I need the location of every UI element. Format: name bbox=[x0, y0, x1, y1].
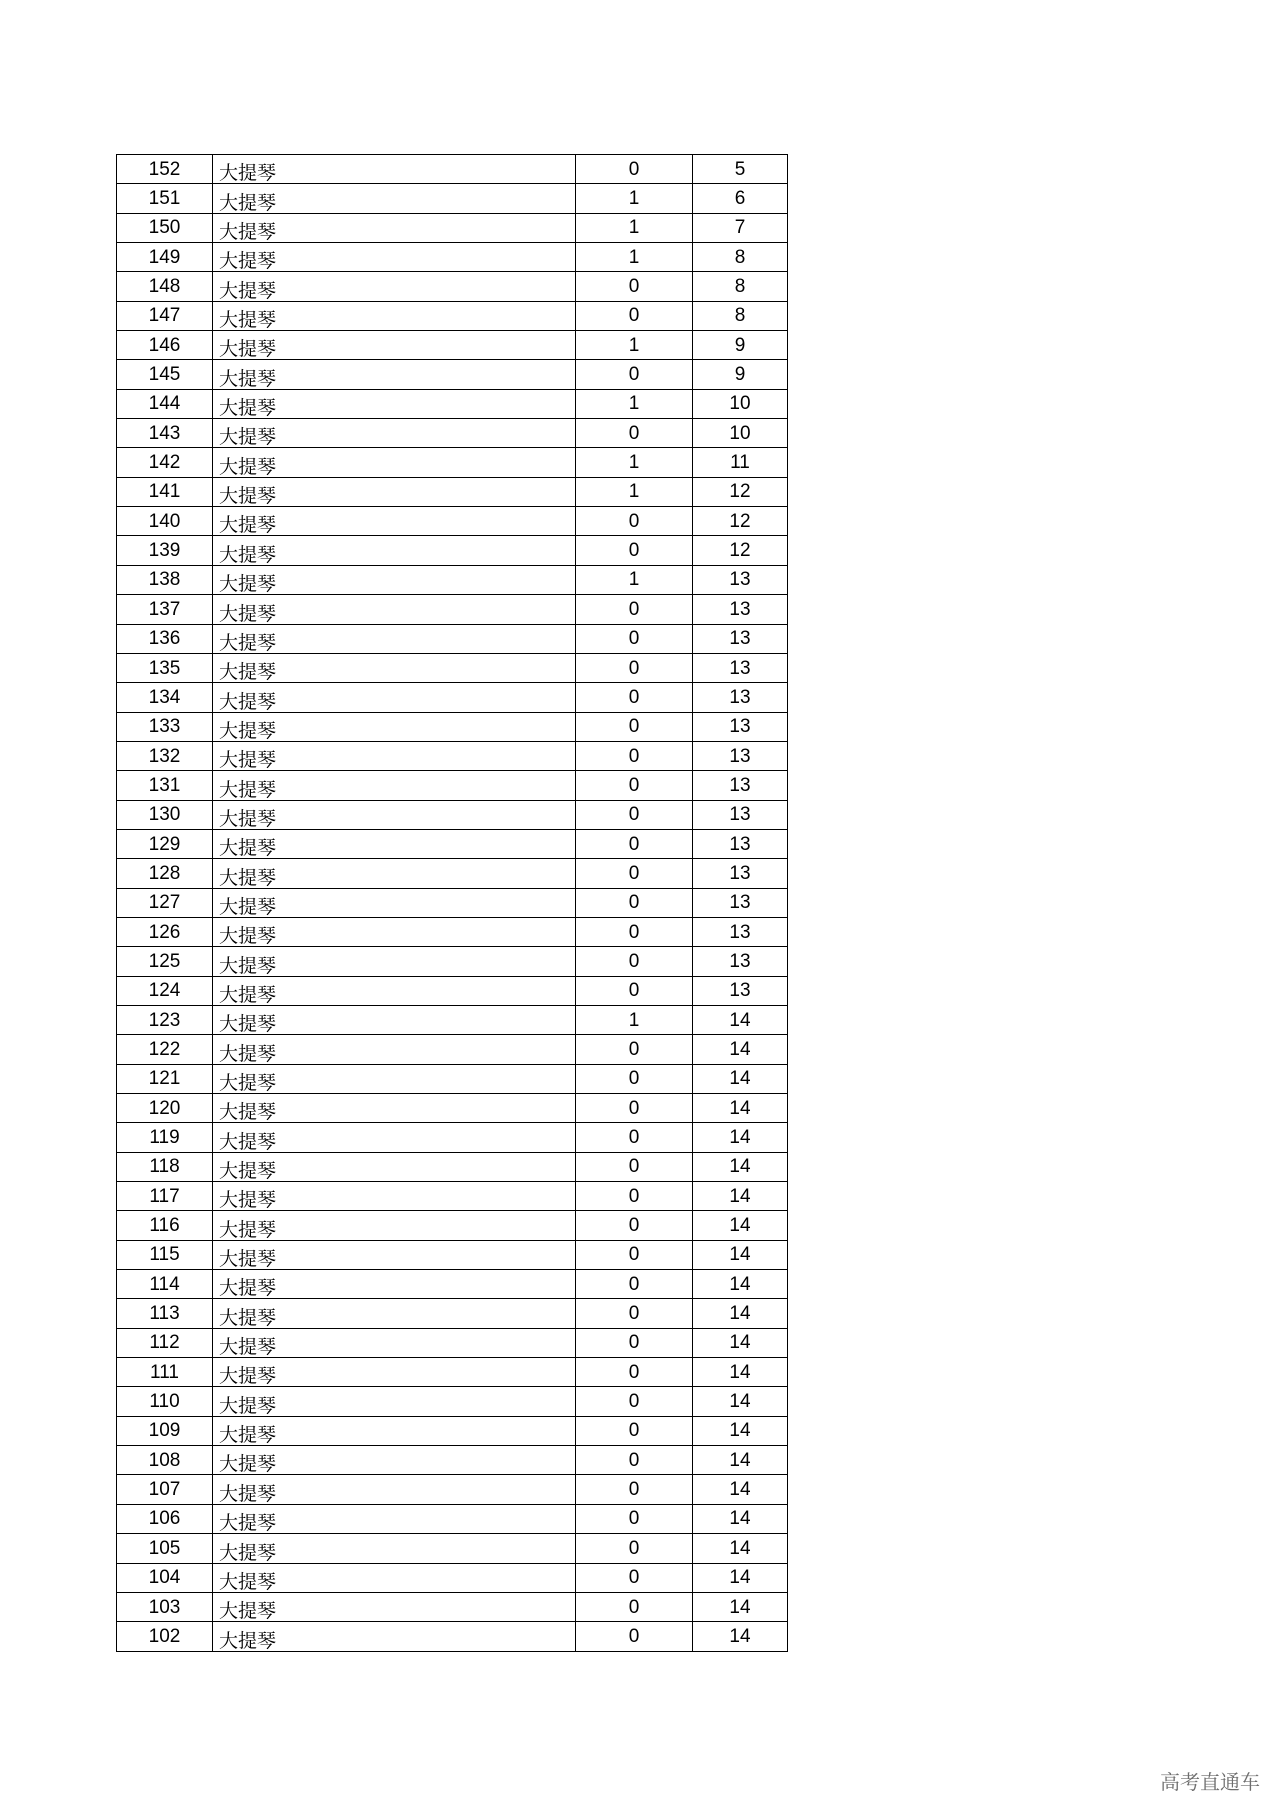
cumulative-cell: 13 bbox=[693, 565, 788, 594]
score-cell: 149 bbox=[117, 243, 213, 272]
score-cell: 141 bbox=[117, 477, 213, 506]
count-cell: 0 bbox=[576, 1064, 693, 1093]
cumulative-cell: 13 bbox=[693, 917, 788, 946]
subject-cell: 大提琴 bbox=[213, 1094, 576, 1123]
subject-cell: 大提琴 bbox=[213, 1270, 576, 1299]
score-cell: 135 bbox=[117, 653, 213, 682]
cumulative-cell: 11 bbox=[693, 448, 788, 477]
subject-cell: 大提琴 bbox=[213, 1123, 576, 1152]
score-cell: 118 bbox=[117, 1152, 213, 1181]
table-row bbox=[117, 1182, 788, 1211]
table-row bbox=[117, 1475, 788, 1504]
count-cell: 0 bbox=[576, 859, 693, 888]
subject-cell: 大提琴 bbox=[213, 976, 576, 1005]
count-cell: 0 bbox=[576, 888, 693, 917]
score-cell: 104 bbox=[117, 1563, 213, 1592]
table-row bbox=[117, 1035, 788, 1064]
subject-cell: 大提琴 bbox=[213, 859, 576, 888]
subject-cell: 大提琴 bbox=[213, 800, 576, 829]
cumulative-cell: 14 bbox=[693, 1299, 788, 1328]
cumulative-cell: 5 bbox=[693, 155, 788, 184]
table-row bbox=[117, 507, 788, 536]
subject-cell: 大提琴 bbox=[213, 741, 576, 770]
count-cell: 0 bbox=[576, 1475, 693, 1504]
table-row bbox=[117, 155, 788, 184]
cumulative-cell: 13 bbox=[693, 888, 788, 917]
count-cell: 1 bbox=[576, 243, 693, 272]
count-cell: 0 bbox=[576, 1592, 693, 1621]
count-cell: 0 bbox=[576, 683, 693, 712]
subject-cell: 大提琴 bbox=[213, 653, 576, 682]
subject-cell: 大提琴 bbox=[213, 683, 576, 712]
subject-cell: 大提琴 bbox=[213, 184, 576, 213]
score-cell: 124 bbox=[117, 976, 213, 1005]
subject-cell: 大提琴 bbox=[213, 1035, 576, 1064]
score-cell: 114 bbox=[117, 1270, 213, 1299]
subject-cell: 大提琴 bbox=[213, 771, 576, 800]
table-row bbox=[117, 947, 788, 976]
count-cell: 0 bbox=[576, 829, 693, 858]
subject-cell: 大提琴 bbox=[213, 888, 576, 917]
count-cell: 0 bbox=[576, 1152, 693, 1181]
table-row bbox=[117, 741, 788, 770]
score-cell: 143 bbox=[117, 419, 213, 448]
score-cell: 119 bbox=[117, 1123, 213, 1152]
table-row bbox=[117, 419, 788, 448]
count-cell: 0 bbox=[576, 419, 693, 448]
count-cell: 1 bbox=[576, 448, 693, 477]
cumulative-cell: 13 bbox=[693, 683, 788, 712]
subject-cell: 大提琴 bbox=[213, 301, 576, 330]
count-cell: 0 bbox=[576, 1182, 693, 1211]
score-cell: 109 bbox=[117, 1416, 213, 1445]
table-row bbox=[117, 331, 788, 360]
table-row bbox=[117, 829, 788, 858]
score-cell: 121 bbox=[117, 1064, 213, 1093]
subject-cell: 大提琴 bbox=[213, 389, 576, 418]
subject-cell: 大提琴 bbox=[213, 536, 576, 565]
cumulative-cell: 14 bbox=[693, 1035, 788, 1064]
table-row bbox=[117, 1622, 788, 1651]
cumulative-cell: 9 bbox=[693, 360, 788, 389]
score-cell: 125 bbox=[117, 947, 213, 976]
table-row bbox=[117, 1123, 788, 1152]
table-row bbox=[117, 213, 788, 242]
subject-cell: 大提琴 bbox=[213, 1152, 576, 1181]
cumulative-cell: 13 bbox=[693, 800, 788, 829]
count-cell: 0 bbox=[576, 1416, 693, 1445]
cumulative-cell: 14 bbox=[693, 1446, 788, 1475]
count-cell: 0 bbox=[576, 301, 693, 330]
subject-cell: 大提琴 bbox=[213, 1387, 576, 1416]
score-cell: 102 bbox=[117, 1622, 213, 1651]
score-cell: 150 bbox=[117, 213, 213, 242]
cumulative-cell: 13 bbox=[693, 712, 788, 741]
count-cell: 0 bbox=[576, 976, 693, 1005]
score-cell: 128 bbox=[117, 859, 213, 888]
score-cell: 106 bbox=[117, 1504, 213, 1533]
subject-cell: 大提琴 bbox=[213, 360, 576, 389]
subject-cell: 大提琴 bbox=[213, 477, 576, 506]
count-cell: 1 bbox=[576, 1005, 693, 1034]
score-cell: 126 bbox=[117, 917, 213, 946]
table-row bbox=[117, 624, 788, 653]
subject-cell: 大提琴 bbox=[213, 1475, 576, 1504]
table-row bbox=[117, 1152, 788, 1181]
score-cell: 147 bbox=[117, 301, 213, 330]
subject-cell: 大提琴 bbox=[213, 1299, 576, 1328]
score-cell: 115 bbox=[117, 1240, 213, 1269]
count-cell: 0 bbox=[576, 1504, 693, 1533]
subject-cell: 大提琴 bbox=[213, 507, 576, 536]
table-row bbox=[117, 1592, 788, 1621]
cumulative-cell: 14 bbox=[693, 1270, 788, 1299]
count-cell: 0 bbox=[576, 1563, 693, 1592]
cumulative-cell: 13 bbox=[693, 947, 788, 976]
subject-cell: 大提琴 bbox=[213, 213, 576, 242]
subject-cell: 大提琴 bbox=[213, 565, 576, 594]
score-cell: 111 bbox=[117, 1358, 213, 1387]
table-row bbox=[117, 1504, 788, 1533]
table-row bbox=[117, 859, 788, 888]
table-row bbox=[117, 448, 788, 477]
cumulative-cell: 13 bbox=[693, 976, 788, 1005]
subject-cell: 大提琴 bbox=[213, 243, 576, 272]
subject-cell: 大提琴 bbox=[213, 624, 576, 653]
cumulative-cell: 14 bbox=[693, 1534, 788, 1563]
score-cell: 107 bbox=[117, 1475, 213, 1504]
table-row bbox=[117, 1534, 788, 1563]
count-cell: 0 bbox=[576, 624, 693, 653]
score-cell: 137 bbox=[117, 595, 213, 624]
count-cell: 0 bbox=[576, 155, 693, 184]
cumulative-cell: 8 bbox=[693, 243, 788, 272]
cumulative-cell: 14 bbox=[693, 1387, 788, 1416]
subject-cell: 大提琴 bbox=[213, 1064, 576, 1093]
table-row bbox=[117, 800, 788, 829]
count-cell: 0 bbox=[576, 1035, 693, 1064]
table-row bbox=[117, 1328, 788, 1357]
score-cell: 129 bbox=[117, 829, 213, 858]
subject-cell: 大提琴 bbox=[213, 272, 576, 301]
score-cell: 133 bbox=[117, 712, 213, 741]
count-cell: 0 bbox=[576, 771, 693, 800]
cumulative-cell: 12 bbox=[693, 507, 788, 536]
cumulative-cell: 14 bbox=[693, 1504, 788, 1533]
table-row bbox=[117, 1211, 788, 1240]
count-cell: 0 bbox=[576, 1387, 693, 1416]
score-cell: 145 bbox=[117, 360, 213, 389]
subject-cell: 大提琴 bbox=[213, 712, 576, 741]
subject-cell: 大提琴 bbox=[213, 155, 576, 184]
table-row bbox=[117, 712, 788, 741]
cumulative-cell: 12 bbox=[693, 536, 788, 565]
subject-cell: 大提琴 bbox=[213, 1534, 576, 1563]
score-cell: 139 bbox=[117, 536, 213, 565]
count-cell: 0 bbox=[576, 1211, 693, 1240]
cumulative-cell: 10 bbox=[693, 419, 788, 448]
subject-cell: 大提琴 bbox=[213, 1211, 576, 1240]
watermark-text: 高考直通车 bbox=[1160, 1770, 1260, 1794]
count-cell: 0 bbox=[576, 1299, 693, 1328]
subject-cell: 大提琴 bbox=[213, 1005, 576, 1034]
subject-cell: 大提琴 bbox=[213, 1416, 576, 1445]
count-cell: 0 bbox=[576, 712, 693, 741]
subject-cell: 大提琴 bbox=[213, 419, 576, 448]
score-cell: 122 bbox=[117, 1035, 213, 1064]
subject-cell: 大提琴 bbox=[213, 1592, 576, 1621]
count-cell: 0 bbox=[576, 741, 693, 770]
score-cell: 112 bbox=[117, 1328, 213, 1357]
score-cell: 103 bbox=[117, 1592, 213, 1621]
cumulative-cell: 13 bbox=[693, 595, 788, 624]
score-table bbox=[116, 154, 788, 1652]
table-row bbox=[117, 1064, 788, 1093]
subject-cell: 大提琴 bbox=[213, 1563, 576, 1592]
score-cell: 148 bbox=[117, 272, 213, 301]
score-cell: 132 bbox=[117, 741, 213, 770]
table-row bbox=[117, 184, 788, 213]
table-body bbox=[117, 155, 788, 1652]
table-row bbox=[117, 565, 788, 594]
cumulative-cell: 14 bbox=[693, 1064, 788, 1093]
table-row bbox=[117, 888, 788, 917]
score-cell: 113 bbox=[117, 1299, 213, 1328]
cumulative-cell: 14 bbox=[693, 1358, 788, 1387]
table-row bbox=[117, 1387, 788, 1416]
cumulative-cell: 14 bbox=[693, 1152, 788, 1181]
count-cell: 0 bbox=[576, 1094, 693, 1123]
subject-cell: 大提琴 bbox=[213, 1182, 576, 1211]
cumulative-cell: 14 bbox=[693, 1563, 788, 1592]
score-cell: 110 bbox=[117, 1387, 213, 1416]
subject-cell: 大提琴 bbox=[213, 1622, 576, 1651]
count-cell: 0 bbox=[576, 1123, 693, 1152]
cumulative-cell: 9 bbox=[693, 331, 788, 360]
score-cell: 138 bbox=[117, 565, 213, 594]
table-row bbox=[117, 917, 788, 946]
cumulative-cell: 13 bbox=[693, 771, 788, 800]
cumulative-cell: 13 bbox=[693, 624, 788, 653]
count-cell: 0 bbox=[576, 1358, 693, 1387]
subject-cell: 大提琴 bbox=[213, 829, 576, 858]
count-cell: 0 bbox=[576, 507, 693, 536]
score-cell: 117 bbox=[117, 1182, 213, 1211]
score-cell: 136 bbox=[117, 624, 213, 653]
cumulative-cell: 14 bbox=[693, 1094, 788, 1123]
count-cell: 0 bbox=[576, 947, 693, 976]
score-cell: 146 bbox=[117, 331, 213, 360]
count-cell: 0 bbox=[576, 1328, 693, 1357]
score-cell: 105 bbox=[117, 1534, 213, 1563]
table-row bbox=[117, 1358, 788, 1387]
cumulative-cell: 14 bbox=[693, 1475, 788, 1504]
score-cell: 134 bbox=[117, 683, 213, 712]
cumulative-cell: 13 bbox=[693, 829, 788, 858]
table-row bbox=[117, 1416, 788, 1445]
table-row bbox=[117, 595, 788, 624]
cumulative-cell: 6 bbox=[693, 184, 788, 213]
table-row bbox=[117, 243, 788, 272]
table-row bbox=[117, 1299, 788, 1328]
table-row bbox=[117, 976, 788, 1005]
table-row bbox=[117, 389, 788, 418]
subject-cell: 大提琴 bbox=[213, 917, 576, 946]
count-cell: 0 bbox=[576, 653, 693, 682]
subject-cell: 大提琴 bbox=[213, 1504, 576, 1533]
table-row bbox=[117, 1563, 788, 1592]
score-cell: 131 bbox=[117, 771, 213, 800]
subject-cell: 大提琴 bbox=[213, 1328, 576, 1357]
table-row bbox=[117, 683, 788, 712]
count-cell: 0 bbox=[576, 536, 693, 565]
subject-cell: 大提琴 bbox=[213, 595, 576, 624]
count-cell: 1 bbox=[576, 331, 693, 360]
subject-cell: 大提琴 bbox=[213, 1446, 576, 1475]
cumulative-cell: 14 bbox=[693, 1240, 788, 1269]
count-cell: 0 bbox=[576, 1622, 693, 1651]
count-cell: 0 bbox=[576, 360, 693, 389]
table-row bbox=[117, 477, 788, 506]
table-row bbox=[117, 1240, 788, 1269]
count-cell: 0 bbox=[576, 917, 693, 946]
cumulative-cell: 14 bbox=[693, 1182, 788, 1211]
table-row bbox=[117, 360, 788, 389]
cumulative-cell: 14 bbox=[693, 1416, 788, 1445]
table-row bbox=[117, 1446, 788, 1475]
table-row bbox=[117, 1094, 788, 1123]
score-cell: 144 bbox=[117, 389, 213, 418]
count-cell: 0 bbox=[576, 1534, 693, 1563]
subject-cell: 大提琴 bbox=[213, 947, 576, 976]
table-row bbox=[117, 301, 788, 330]
subject-cell: 大提琴 bbox=[213, 448, 576, 477]
cumulative-cell: 14 bbox=[693, 1005, 788, 1034]
subject-cell: 大提琴 bbox=[213, 1240, 576, 1269]
subject-cell: 大提琴 bbox=[213, 1358, 576, 1387]
score-cell: 108 bbox=[117, 1446, 213, 1475]
cumulative-cell: 14 bbox=[693, 1622, 788, 1651]
cumulative-cell: 14 bbox=[693, 1592, 788, 1621]
count-cell: 1 bbox=[576, 213, 693, 242]
cumulative-cell: 13 bbox=[693, 859, 788, 888]
score-cell: 152 bbox=[117, 155, 213, 184]
cumulative-cell: 8 bbox=[693, 301, 788, 330]
count-cell: 0 bbox=[576, 272, 693, 301]
count-cell: 1 bbox=[576, 184, 693, 213]
table-row bbox=[117, 653, 788, 682]
score-cell: 123 bbox=[117, 1005, 213, 1034]
cumulative-cell: 14 bbox=[693, 1328, 788, 1357]
cumulative-cell: 13 bbox=[693, 741, 788, 770]
table-row bbox=[117, 1005, 788, 1034]
cumulative-cell: 14 bbox=[693, 1211, 788, 1240]
table-row bbox=[117, 771, 788, 800]
score-cell: 130 bbox=[117, 800, 213, 829]
count-cell: 0 bbox=[576, 800, 693, 829]
table-row bbox=[117, 536, 788, 565]
table-row bbox=[117, 1270, 788, 1299]
count-cell: 0 bbox=[576, 1270, 693, 1299]
cumulative-cell: 7 bbox=[693, 213, 788, 242]
cumulative-cell: 13 bbox=[693, 653, 788, 682]
count-cell: 1 bbox=[576, 477, 693, 506]
cumulative-cell: 12 bbox=[693, 477, 788, 506]
subject-cell: 大提琴 bbox=[213, 331, 576, 360]
score-cell: 140 bbox=[117, 507, 213, 536]
count-cell: 1 bbox=[576, 565, 693, 594]
cumulative-cell: 8 bbox=[693, 272, 788, 301]
score-cell: 116 bbox=[117, 1211, 213, 1240]
score-cell: 120 bbox=[117, 1094, 213, 1123]
score-cell: 151 bbox=[117, 184, 213, 213]
score-cell: 127 bbox=[117, 888, 213, 917]
count-cell: 0 bbox=[576, 1446, 693, 1475]
cumulative-cell: 14 bbox=[693, 1123, 788, 1152]
count-cell: 0 bbox=[576, 595, 693, 624]
score-cell: 142 bbox=[117, 448, 213, 477]
count-cell: 1 bbox=[576, 389, 693, 418]
count-cell: 0 bbox=[576, 1240, 693, 1269]
table-row bbox=[117, 272, 788, 301]
cumulative-cell: 10 bbox=[693, 389, 788, 418]
